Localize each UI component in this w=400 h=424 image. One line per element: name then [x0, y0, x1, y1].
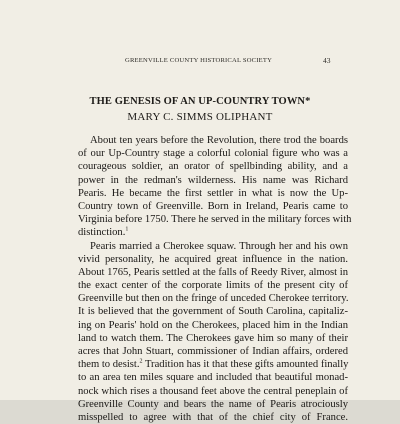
text-line: acres that John Stuart, commissioner of Indian affairs, ordered — [78, 345, 348, 358]
text-line: vivid personality, he acquired great influence in the nation. — [78, 253, 348, 266]
paragraph-2 — [78, 240, 348, 424]
text-fragment: Tradition has it that these gifts amounted finally — [143, 359, 349, 370]
text-line: Virginia before 1750. There he served in the military forces with — [78, 213, 348, 226]
text-line: About 1765, Pearis settled at the falls of Reedy River, almost in — [78, 266, 348, 279]
text-fragment: them to desist. — [78, 359, 140, 370]
text-line: courageous soldier, an orator of spellbinding ability, and a — [78, 160, 348, 173]
footnote-marker: 1 — [125, 227, 128, 233]
text-line: of our Up-Country stage a colorful colonial figure who was a — [78, 147, 348, 160]
text-line: to an area ten miles square and included that beautiful monad- — [78, 371, 348, 384]
text-line: Greenville County and bears the name of Pearis atrociously — [78, 398, 348, 411]
text-fragment: distinction. — [78, 227, 125, 238]
text-line: Pearis married a Cherokee squaw. Through her and his own — [78, 240, 348, 253]
text-line — [78, 226, 348, 239]
text-line — [78, 358, 348, 371]
article-body — [78, 134, 348, 424]
footnote-marker: 2 — [140, 359, 143, 365]
article-title: THE GENESIS OF AN UP-COUNTRY TOWN* — [0, 96, 400, 107]
text-line: nock which rises a thousand feet above the central peneplain of — [78, 385, 348, 398]
text-line: misspelled to agree with that of the chief city of France. — [78, 411, 348, 424]
page-number: 43 — [323, 56, 331, 65]
text-line: Pearis. He became the first settler in what is now the Up- — [78, 187, 348, 200]
text-line: ing on Pearis' hold on the Cherokees, placed him in the Indian — [78, 319, 348, 332]
paragraph-1 — [78, 134, 348, 240]
text-line: the exact center of the corporate limits of the present city of — [78, 279, 348, 292]
article-author: MARY C. SIMMS OLIPHANT — [0, 111, 400, 123]
running-head: GREENVILLE COUNTY HISTORICAL SOCIETY — [125, 57, 272, 64]
text-line: Greenville but then on the fringe of unceded Cherokee territory. — [78, 292, 348, 305]
text-line: About ten years before the Revolution, there trod the boards — [78, 134, 348, 147]
text-line: It is believed that the government of South Carolina, capitaliz- — [78, 305, 348, 318]
text-line: power in the redman's wilderness. His name was Richard — [78, 174, 348, 187]
text-line: land to watch them. The Cherokees gave him so many of their — [78, 332, 348, 345]
text-line: Country town of Greenville. Born in Ireland, Pearis came to — [78, 200, 348, 213]
